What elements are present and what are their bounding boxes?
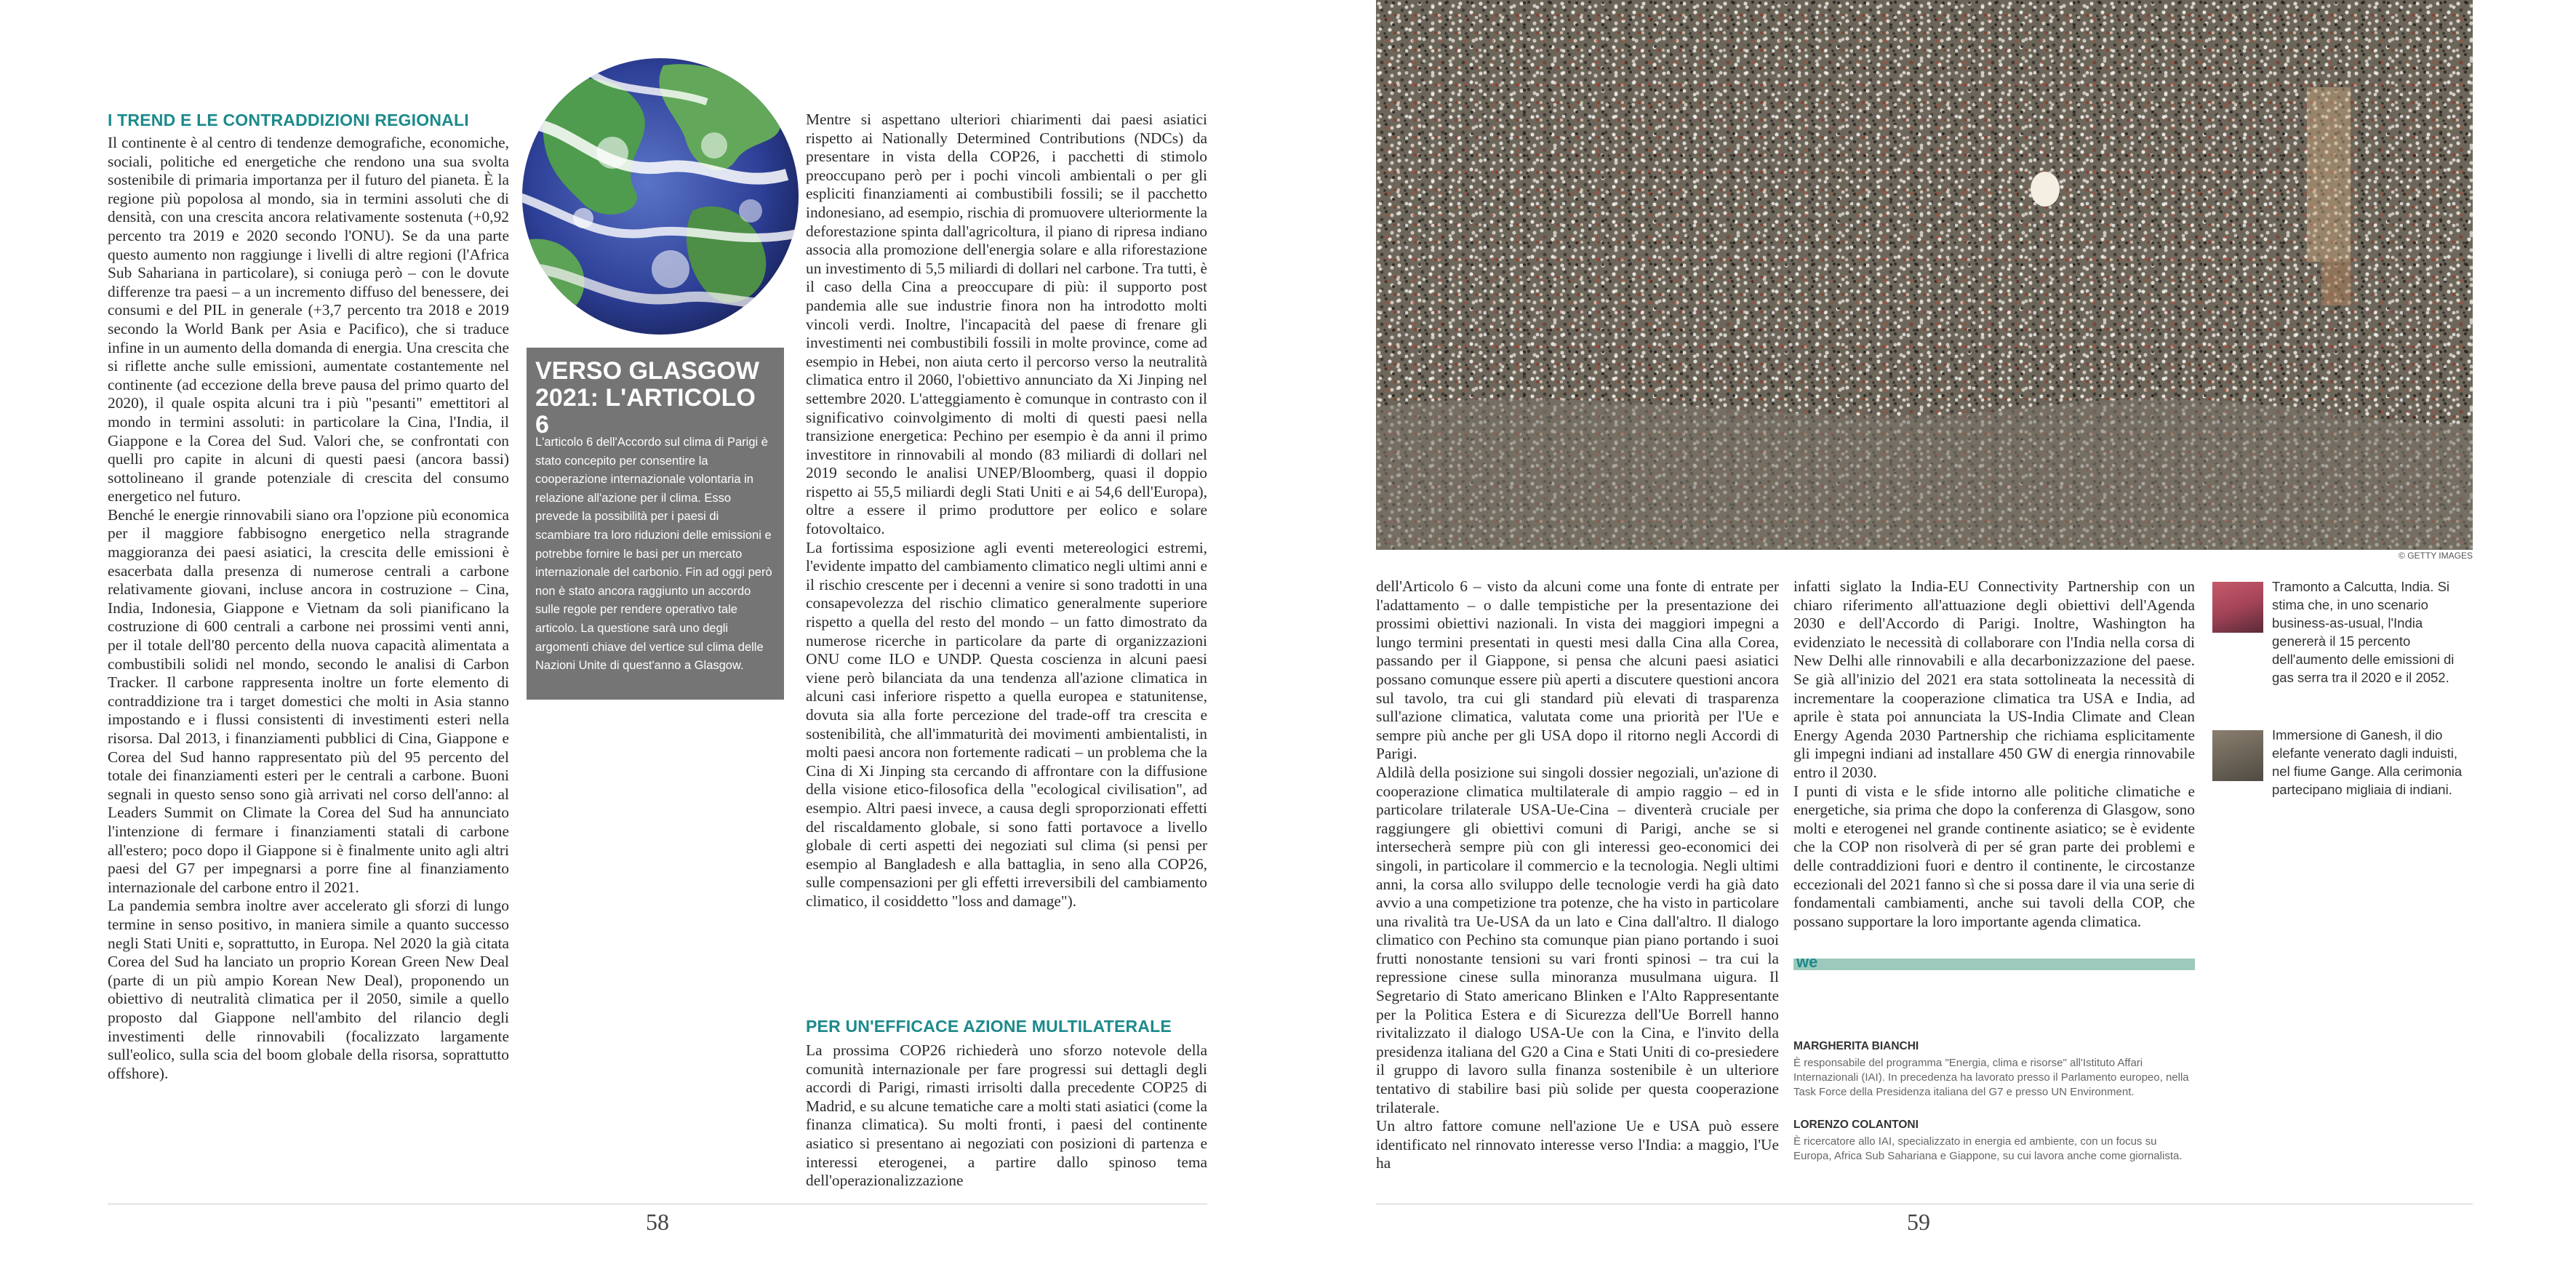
page-number-left: 58 [646,1209,669,1235]
section-heading-multilateral-action: PER UN'EFFICACE AZIONE MULTILATERALE [806,1017,1172,1036]
paragraph: Mentre si aspettano ulteriori chiarimenti dai paesi asiatici rispetto ai Nationally Determined Contributions (NDCs) da presentare in vista della COP26, i pacchetti di stimolo preoccupano però per i pochi vincoli ambientali o per gli espliciti finanziamenti ai combustibili fossili; se il pacchetto indonesiano, ad esempio, rischia di promuovere ulteriormente la deforestazione spinta dall'agricoltura, il piano di ripresa indiano associa alla promozione dell'energia solare e alla riforestazione un investimento di 5,5 miliardi di dollari nel carbone. Tra tutti, è il caso della Cina a preoccupare di più: il supporto post pandemia alle sue industrie finora non ha introdotto molti vincoli verdi. Inoltre, l'incapacità del paese di frenare gli investimenti nei combustibili fossili in molte province, come ad esempio in Hebei, non aiuta certo il percorso verso la neutralità climatica entro il 2060, l'obiettivo annunciato da Xi Jinping nel settembre 2020. L'atteggiamento è comunque in contrasto con il significativo coinvolgimento di molti di questi paesi nella transizione energetica: Pechino per esempio è da anni il primo investitore in rinnovabili al mondo (83 miliardi di dollari nel 2019 secondo le analisi UNEP/Bloomberg, quasi il doppio rispetto ai 55,5 miliardi degli Stati Uniti e ai 54,6 dell'Europa), oltre a essere il primo produttore per eolico e solare fotovoltaico. [806,111,1207,538]
author-block-1 [1793,1040,2195,1100]
paragraph: Benché le energie rinnovabili siano ora l'opzione più economica per il maggiore fabbisogno energetico nella stragrande maggioranza dei paesi asiatici, la crescita delle emissioni è esacerbata dalla presenza di numerose centrali a carbone relativamente giovani, incluse ancora in costruzione – Cina, India, Indonesia, Giappone e Vietnam da soli pianificano la costruzione di 600 centrali a carbone nei prossimi venti anni, per il totale dell'80 percento della nuova capacità alimentata a combustibili solidi nel mondo, secondo le analisi di Carbon Tracker. Il carbone rappresenta inoltre un forte elemento di contraddizione tra i target domestici che molti in Asia stanno impostando e i flussi consistenti di investimenti esteri nella risorsa. Dal 2013, i finanziamenti pubblici di Cina, Giappone e Corea del Sud hanno rappresentato più del 95 percento del totale dei finanziamenti esteri per le centrali a carbone. Buoni segnali in questo senso sono già arrivati nel corso dell'anno: al Leaders Summit on Climate la Corea del Sud ha annunciato l'intenzione di fermare i finanziamenti statali di carbone all'estero; poco dopo il Giappone si è finalmente unito agli altri paesi del G7 per impegnarsi a porre fine al finanziamento internazionale del carbone entro il 2021. [108,505,509,896]
sidebar-text: L'articolo 6 dell'Accordo sul clima di Parigi è stato concepito per consentire la cooperazione internazionale volontaria in relazione all'azione per il clima. Esso prevede la possibilità per i paesi di scambiare tra loro riduzioni delle emissioni e potrebbe fornire le basi per un mercato internazionale del carbonio. Fin ad oggi però non è stato ancora raggiunto un accordo sulle regole per rendere operativo tale articolo. La questione sarà uno degli argomenti chiave del vertice sul clima delle Nazioni Unite di quest'anno a Glasgow. [535,436,772,673]
caption-thumbnail-ganesh [2212,730,2263,781]
author-bio: È ricercatore allo IAI, specializzato in energia ed ambiente, con un focus su Europa, Africa Sub Sahariana e Giappone, su cui lavora anche come giornalista. [1793,1135,2183,1162]
paragraph: Il continente è al centro di tendenze demografiche, economiche, sociali, politiche ed energetiche che rendono una sua svolta sostenibile di primaria importanza per il futuro del pianeta. È la regione più popolosa al mondo, sia in termini assoluti che di densità, con una crescita ancora relativamente sostenuta (+0,92 percento tra 2019 e 2020 secondo l'ONU). Se da una parte questo aumento non raggiunge i livelli di altre regioni (l'Africa Sub Sahariana in particolare), si coniuga però – con le dovute differenze tra paesi – a un incremento diffuso del benessere, dei consumi e del PIL in generale (+3,7 percento tra 2018 e 2019 secondo la World Bank per Asia e Pacifico), che si traduce infine in un aumento della domanda di energia. Una crescita che si riflette anche sulle emissioni, aumentate costantemente nel continente (ad eccezione della breve pausa del primo quarto del 2020), il quale ospita alcuni tra i più "pesanti" emettitori al mondo in termini assoluti: in particolare la Cina, l'India, il Giappone e la Corea del Sud. Valori che, se confrontati con quelli pro capite in alcuni di questi paesi (ancora bassi) sottolineano il grande potenziale di crescita del consumo energetico nel futuro. [108,134,509,505]
right-column-2 [1793,577,2195,931]
paragraph: Aldilà della posizione sui singoli dossier negoziali, un'azione di cooperazione climatica multilaterale di ampio raggio – ed in particolare trilaterale USA-Ue-Cina – diventerà cruciale per raggiungere gli obiettivi comuni di Parigi, anche se si intersecherà sempre più con gli interessi geo-economici dei singoli, in particolare il commercio e la tecnologia. Negli ultimi anni, la corsa allo sviluppo delle tecnologie verdi ha già dato avvio a una competizione tra potenze, che ha visto in particolare una rivalità tra Ue-USA da un lato e Cina dall'altro. Il dialogo climatico con Pechino sta comunque pian piano portando i suoi frutti nonostante tensioni su vari fronti spinosi – tra cui la repressione cinese sulla minoranza musulmana uigura. Il Segretario di Stato americano Blinken e l'Alto Rappresentante per la Politica Estera e di Sicurezza dell'Ue Borrell hanno rivitalizzato il dialogo USA-Ue con la Cina, e l'invito della presidenza italiana del G20 a Cina e Stati Uniti di co-presiedere il gruppo di lavoro sulla finanza sostenibile è un ulteriore tentativo di stabilire basi più solide per questa cooperazione trilaterale. [1376,763,1779,1116]
paragraph: La pandemia sembra inoltre aver accelerato gli sforzi di lungo termine in senso positivo, in maniera simile a quanto successo negli Stati Uniti e, soprattutto, in Europa. Nel 2020 la già citata Corea del Sud ha lanciato un proprio Korean Green New Deal (parte di un più ampio Korean New Deal), proponendo un obiettivo di neutralità climatica per il 2050, simile a quello proposto dal Giappone nell'ambito del rilancio degli investimenti delle rinnovabili (focalizzato largamente sull'eolico, sulla scia del boom globale della risorsa, soprattutto offshore). [108,897,509,1082]
left-column-1 [108,134,509,1083]
paragraph: Un altro fattore comune nell'azione Ue e USA può essere identificato nel rinnovato interesse verso l'India: a maggio, l'Ue ha [1376,1117,1779,1172]
sidebar-box-article-6 [527,348,784,700]
paragraph: I punti di vista e le sfide intorno alle politiche climatiche e energetiche, sia prima che dopo la conferenza di Glasgow, sono molti e eterogenei nel grande continente asiatico; se è evidente che la COP non risolverà di per sé gran parte dei problemi e delle contraddizioni fuori e dentro il continente, le circostanze eccezionali del 2021 fanno sì che si possa dare il via una serie di fondamentali cambiamenti, anche sui tavoli della COP, che possano supportare la loro importante agenda climatica. [1793,782,2195,930]
article-end-bar [1793,959,2195,970]
article-end-mark: we [1796,953,1818,971]
sidebar-title: VERSO GLASGOW 2021: L'ARTICOLO 6 [535,357,759,439]
author-block-2 [1793,1119,2195,1164]
caption-sunset: Tramonto a Calcutta, India. Si stima che, in uno scenario business-as-usual, l'India genererà il 15 percento dell'aumento delle emissioni di gas serra tra il 2020 e il 2052. [2272,579,2455,685]
caption-thumbnail-sunset [2212,582,2263,633]
caption-ganesh: Immersione di Ganesh, il dio elefante venerato dagli induisti, nel fiume Gange. Alla cerimonia partecipano migliaia di indiani. [2272,727,2463,797]
crowd-photo [1376,0,2473,550]
section-heading-regional-trends: I TREND E LE CONTRADDIZIONI REGIONALI [108,111,469,129]
paragraph: La fortissima esposizione agli eventi metereologici estremi, l'evidente impatto del cambiamento climatico negli ultimi anni e il rischio crescente per i decenni a venire si sono tradotti in una consapevolezza del rischio climatico generalmente superiore rispetto a quella del resto del mondo – un fatto dimostrato da numerose ricerche in particolare da parte di organizzazioni ONU come ILO e UNDP. Questa coscienza in alcuni paesi viene però bilanciata da una tendenza all'azione climatica in alcuni casi inferiore rispetto a quella europea e statunitense, dovuta sia alla forte percezione del trade-off tra crescita e sostenibilità, che all'immaturità dei movimenti ambientalisti, in molti paesi ancora non fortemente radicati – un problema che la Cina di Xi Jinping sta cercando di affrontare con la diffusione della visione etico-filosofica della "ecological civilisation", ad esempio. Altri paesi invece, a causa degli sproporzionati effetti del riscaldamento globale, si sono fatti portavoce a livello globale di certi aspetti dei negoziati sul clima (si pensi per esempio al Bangladesh e alla battaglia, in seno alla COP26, sulle compensazioni per gli effetti irreversibili del cambiamento climatico, il cosiddetto "loss and damage"). [806,538,1207,910]
photo-credit: © GETTY IMAGES [2399,551,2473,561]
left-column-3-section2: La prossima COP26 richiederà uno sforzo notevole della comunità internazionale per fare progressi sui dettagli degli accordi di Parigi, rimasti irrisolti dalla precedente COP25 di Madrid, e su alcune tematiche care a molti stati asiatici (come la finanza climatica). Su molti fronti, i paesi del continente asiatico si presentano ai negoziati con posizioni di partenza e interessi eterogenei, a partire dallo spinoso tema dell'operazionalizzazione [806,1041,1207,1190]
author-name: MARGHERITA BIANCHI [1793,1040,1919,1052]
left-column-3 [806,111,1207,911]
page-number-right: 59 [1907,1209,1930,1235]
paragraph: infatti siglato la India-EU Connectivity Partnership con un chiaro riferimento all'attuazione degli obiettivi dell'Agenda 2030 e dell'Accordo di Parigi. Inoltre, Washington ha evidenziato le necessità di collaborare con l'India nella corsa di New Delhi alle rinnovabili e alla decarbonizzazione del paese. Se già all'inizio del 2021 era stata sottolineata la necessità di incrementare la cooperazione climatica tra USA e India, ad aprile è stata poi annunciata la US-India Climate and Clean Energy Agenda 2030 Partnership che richiama esplicitamente gli impegni indiani ad installare 450 GW di energia rinnovabile entro il 2030. [1793,577,2195,781]
earth-globe-image [518,51,800,348]
author-bio: È responsabile del programma "Energia, clima e risorse" all'Istituto Affari Internazionali (IAI). In precedenza ha lavorato presso il Parlamento europeo, nella Task Force della Presidenza italiana del G7 e presso UN Environment. [1793,1057,2189,1098]
paragraph: dell'Articolo 6 – visto da alcuni come una fonte di entrate per l'adattamento – o dalle tempistiche per la presentazione dei prossimi obiettivi nazionali. In vista dei maggiori impegni a lungo termini presentati in questi mesi dalla Cina alla Corea, passando per il Giappone, si pensa che alcuni paesi asiatici possano comunque essere più aperti a discutere questioni ancora sul tavolo, tra cui gli standard più elevati di trasparenza sull'azione climatica, valutata come una priorità per l'Ue e sempre più anche per gli USA dopo il ritorno negli Accordi di Parigi. [1376,577,1779,763]
right-column-1 [1376,577,1779,1173]
author-name: LORENZO COLANTONI [1793,1119,1919,1131]
